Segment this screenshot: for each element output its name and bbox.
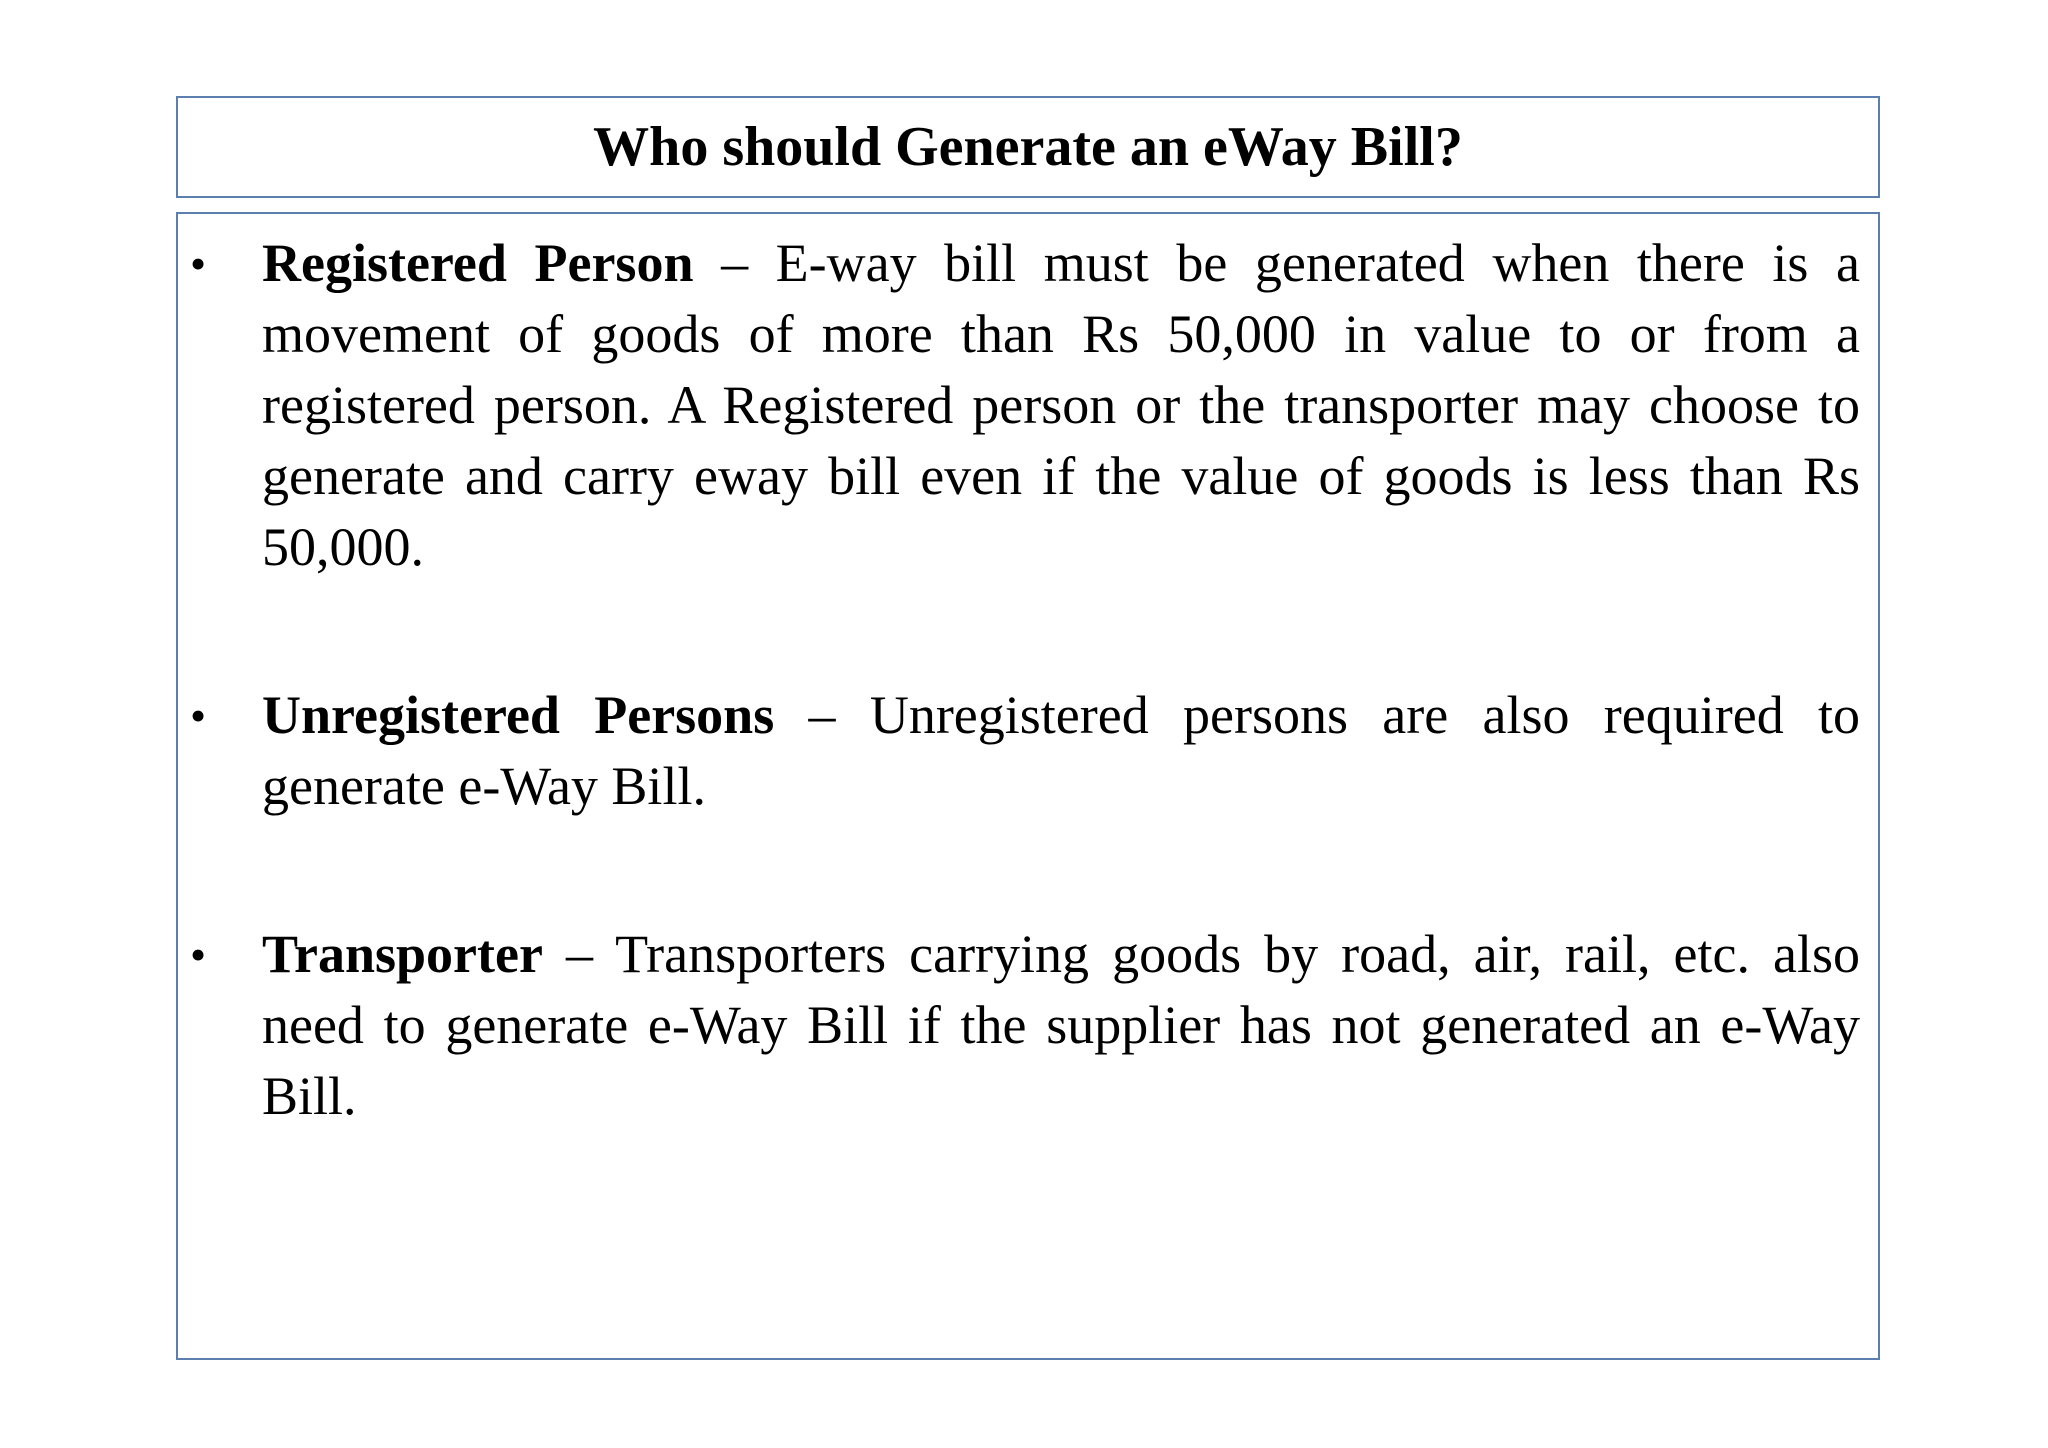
item-separator: – [693,233,776,293]
list-item-registered-person [190,228,1860,583]
bullet-icon: • [190,690,207,741]
content-box [176,212,1880,1360]
item-text: Transporters carrying goods by road, air, rail, etc. also need to generate e-Way Bill if the supplier has not generated an e-Way Bill. [262,924,1860,1126]
page-title: Who should Generate an eWay Bill? [593,116,1463,178]
item-term: Unregistered Persons [262,685,775,745]
item-term: Registered Person [262,233,694,293]
item-text: E-way bill must be generated when there is a movement of goods of more than Rs 50,000 in value to or from a registered person. A Registered person or the transporter may choose to generate and carry eway bill even if the value of goods is less than Rs 50,000. [262,233,1860,577]
title-box [176,96,1880,198]
bullet-icon: • [190,238,207,289]
item-text: Unregistered persons are also required to generate e-Way Bill. [262,685,1860,816]
item-separator: – [542,924,616,984]
item-separator: – [774,685,870,745]
bullet-icon: • [190,929,207,980]
item-term: Transporter [262,924,543,984]
list-item-transporter [190,919,1860,1132]
list-item-unregistered-persons [190,680,1860,822]
